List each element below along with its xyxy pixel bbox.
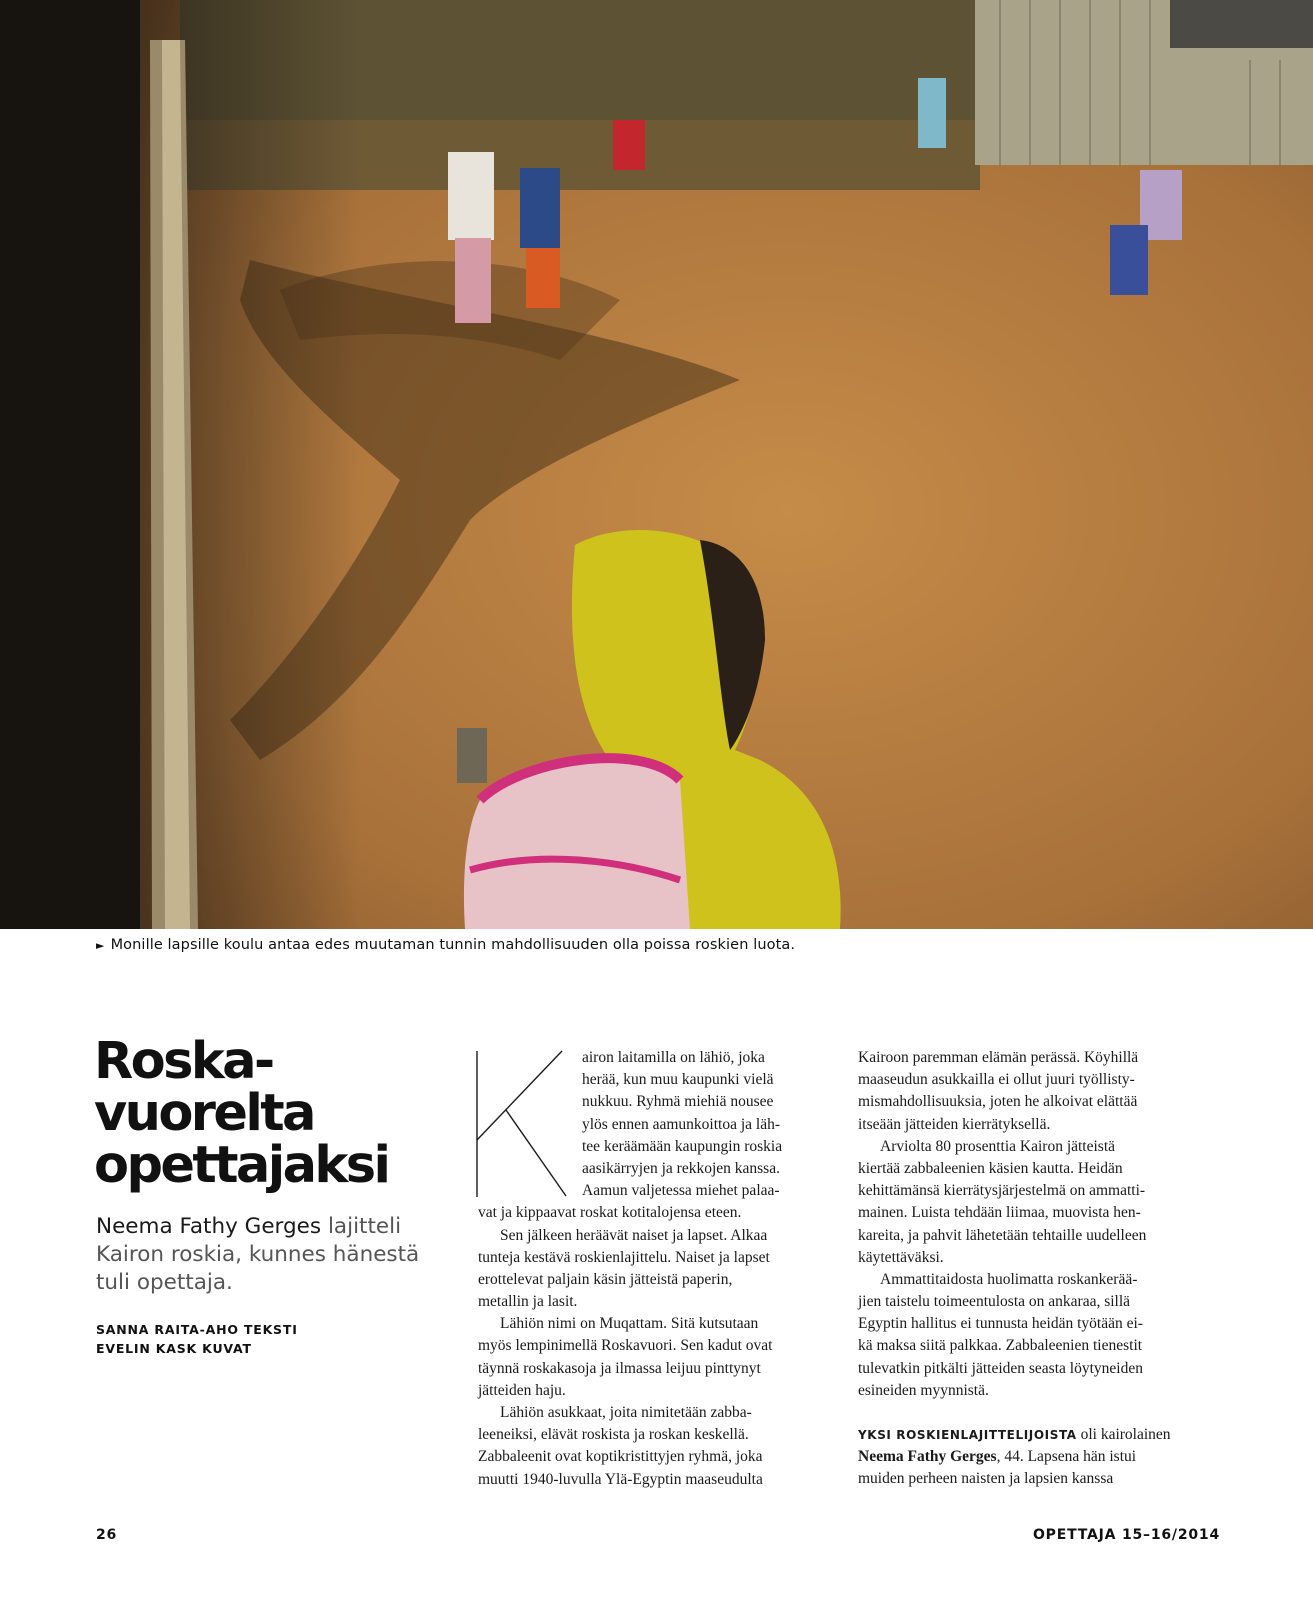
article-column-1 — [478, 1047, 823, 1491]
body-line: kehittämänsä kierrätysjärjestelmä on ammatti- — [858, 1182, 1146, 1200]
body-line: kä maksa siitä palkkaa. Zabbaleenien tienestit — [858, 1337, 1143, 1355]
body-line: Ammattitaidosta huolimatta roskankerää- — [880, 1270, 1138, 1288]
body-line: Zabbaleenit ovat koptikristittyjen ryhmä, joka — [478, 1448, 763, 1466]
body-line: kareita, ja pahvit lähetetään tehtaille uudelleen — [858, 1226, 1147, 1244]
article-lead — [96, 1213, 426, 1297]
body-line: Lähiön asukkaat, joita nimitetään zabba- — [500, 1404, 752, 1421]
body-line: aasikärryjen ja rekkojen kanssa. — [582, 1159, 780, 1177]
body-line: myös lempinimellä Roskavuori. Sen kadut ovat — [478, 1337, 773, 1355]
body-line: metallin ja lasit. — [478, 1293, 578, 1311]
article-headline — [94, 1032, 454, 1195]
magazine-issue: OPETTAJA 15–16/2014 — [1032, 1527, 1220, 1543]
body-line: itseään jätteiden kierrätyksellä. — [858, 1115, 1051, 1133]
byline-photo-credit: EVELIN KASK KUVAT — [96, 1341, 252, 1356]
body-line: tulevatkin pitkälti jätteiden seasta löytyneiden — [858, 1359, 1143, 1377]
article-column-2 — [858, 1047, 1213, 1491]
body-line — [858, 1446, 1213, 1468]
body-line: Arviolta 80 prosenttia Kairon jätteistä — [880, 1137, 1116, 1155]
headline-line: Roska- — [94, 1032, 273, 1091]
section-lead-line — [858, 1424, 1213, 1446]
body-line: mainen. Luista tehdään liimaa, muovista hen- — [858, 1204, 1141, 1222]
body-line: mismahdollisuuksia, joten he alkoivat elättää — [858, 1093, 1138, 1111]
lead-name: Neema Fathy Gerges — [96, 1214, 322, 1239]
body-line: esineiden myynnistä. — [858, 1381, 989, 1399]
caption-marker-icon: ► — [96, 939, 105, 952]
body-line: Sen jälkeen heräävät naiset ja lapset. Alkaa — [500, 1226, 768, 1244]
body-line: jätteiden haju. — [478, 1381, 566, 1399]
caption-text: Monille lapsille koulu antaa edes muutaman tunnin mahdollisuuden olla poissa roskien luota. — [110, 937, 796, 953]
lead-text: lajitteli — [321, 1214, 402, 1239]
body-line: täynnä roskakasoja ja ilmassa leijuu pinttynyt — [478, 1359, 761, 1377]
body-line: Egyptin hallitus ei tunnusta heidän työtään ei- — [858, 1315, 1143, 1333]
byline-text-credit: SANNA RAITA-AHO TEKSTI — [96, 1322, 298, 1337]
headline-line: vuorelta — [94, 1084, 314, 1143]
body-line: Kairoon paremman elämän perässä. Köyhillä — [858, 1049, 1139, 1066]
body-line: muutti 1940-luvulla Ylä-Egyptin maaseudulta — [478, 1470, 763, 1488]
body-line: maaseudun asukkailla ei ollut juuri työllisty- — [858, 1071, 1135, 1089]
body-line: vat ja kippaavat roskat kotitalojensa eteen. — [478, 1204, 742, 1222]
body-line: käytettäväksi. — [858, 1248, 944, 1266]
body-line: Aamun valjetessa miehet palaa- — [582, 1182, 780, 1200]
body-line: jien taistelu toimeentulosta on ankaraa, sillä — [858, 1293, 1131, 1311]
page-number: 26 — [96, 1527, 118, 1543]
body-line: tunteja kestävä roskienlajittelu. Naiset ja lapset — [478, 1248, 770, 1266]
body-line: leeneiksi, elävät roskista ja roskan keskellä. — [478, 1426, 749, 1444]
body-text: , 44. Lapsena hän istui — [996, 1448, 1137, 1466]
body-line: erottelevat paljain käsin jätteistä paperin, — [478, 1270, 733, 1288]
photo-caption — [96, 937, 1246, 953]
body-line: airon laitamilla on lähiö, joka — [582, 1049, 765, 1066]
body-line: nukkuu. Ryhmä miehiä nousee — [582, 1093, 774, 1111]
section-smallcaps: YKSI ROSKIENLAJITTELIJOISTA — [858, 1428, 1077, 1442]
bold-name: Neema Fathy Gerges — [858, 1448, 997, 1466]
body-line: Lähiön nimi on Muqattam. Sitä kutsutaan — [500, 1315, 759, 1333]
headline-line: opettajaksi — [94, 1136, 389, 1195]
body-text: oli kairolainen — [1076, 1426, 1171, 1443]
byline — [96, 1320, 426, 1358]
lead-text: Kairon roskia, kunnes hänestä — [96, 1242, 420, 1267]
body-line: ylös ennen aamunkoittoa ja läh- — [582, 1115, 780, 1133]
body-line: muiden perheen naisten ja lapsien kanssa — [858, 1470, 1114, 1488]
body-line: kiertää zabbaleenien käsien kautta. Heidän — [858, 1159, 1123, 1177]
body-line: herää, kun muu kaupunki vielä — [582, 1071, 774, 1089]
lead-text: tuli opettaja. — [96, 1270, 233, 1295]
body-line: tee keräämään kaupungin roskia — [582, 1137, 783, 1155]
